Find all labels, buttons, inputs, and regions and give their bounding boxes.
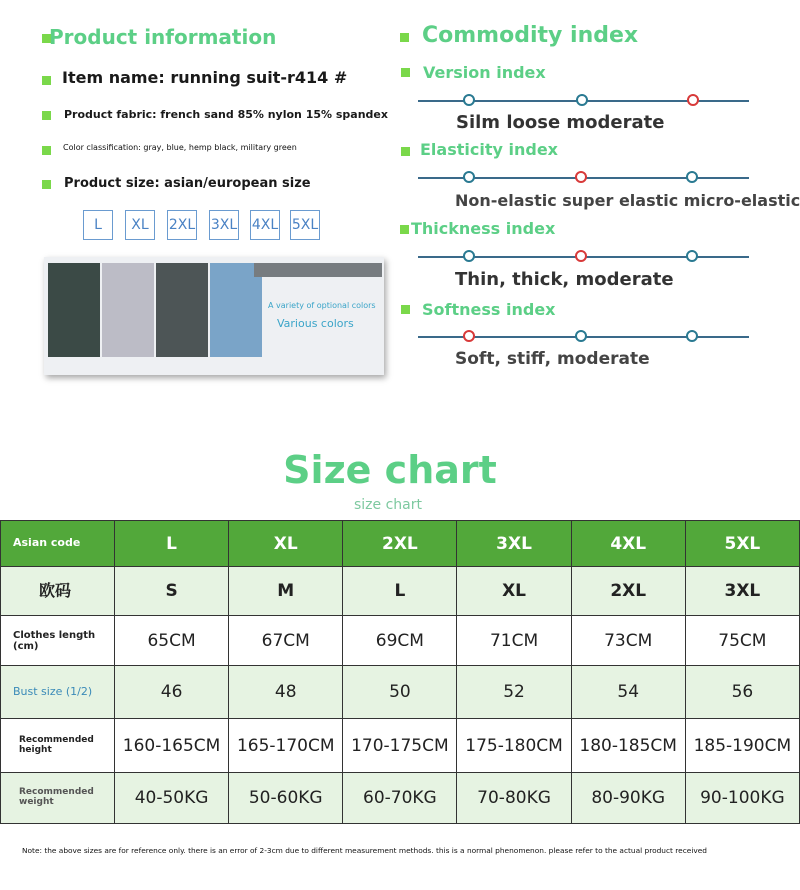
swatch-hemp-black xyxy=(48,263,100,357)
table-cell: 80-90KG xyxy=(571,773,685,824)
bullet-icon xyxy=(401,68,410,77)
version-options: Silm loose moderate xyxy=(456,112,665,133)
table-header-row xyxy=(1,521,800,567)
thickness-index-title: Thickness index xyxy=(411,219,556,238)
swatch-gray xyxy=(102,263,154,357)
table-cell: 73CM xyxy=(571,616,685,666)
table-cell: 3XL xyxy=(685,567,799,616)
size-option-5xl: 5XL xyxy=(290,210,320,240)
item-name: Item name: running suit-r414 # xyxy=(62,68,348,87)
softness-dot-3 xyxy=(686,330,698,342)
version-dot-2 xyxy=(576,94,588,106)
product-fabric: Product fabric: french sand 85% nylon 15% spandex xyxy=(64,108,388,121)
table-cell: 71CM xyxy=(457,616,571,666)
version-dot-1 xyxy=(463,94,475,106)
table-row-height xyxy=(1,719,800,773)
table-cell: 48 xyxy=(229,666,343,719)
clothes-length-label: Clothes length (cm) xyxy=(1,616,115,666)
card-stripe xyxy=(254,263,382,277)
softness-dot-2 xyxy=(575,330,587,342)
softness-options: Soft, stiff, moderate xyxy=(455,349,650,369)
elasticity-dot-3 xyxy=(686,171,698,183)
size-option-l: L xyxy=(83,210,113,240)
header-cell: 4XL xyxy=(571,521,685,567)
color-classification: Color classification: gray, blue, hemp black, military green xyxy=(63,143,297,152)
header-cell: 5XL xyxy=(685,521,799,567)
table-cell: 165-170CM xyxy=(229,719,343,773)
bullet-icon xyxy=(401,305,410,314)
size-option-4xl: 4XL xyxy=(250,210,280,240)
version-dot-3-selected xyxy=(687,94,699,106)
size-chart-subtitle: size chart xyxy=(354,497,422,513)
swatch-dark-gray xyxy=(156,263,208,357)
table-cell: L xyxy=(343,567,457,616)
header-cell: XL xyxy=(229,521,343,567)
asian-code-label: Asian code xyxy=(1,521,115,567)
table-cell: 160-165CM xyxy=(115,719,229,773)
elasticity-dot-1 xyxy=(463,171,475,183)
header-cell: 3XL xyxy=(457,521,571,567)
thickness-dot-2-selected xyxy=(575,250,587,262)
table-row-euro xyxy=(1,567,800,616)
card-label-small: A variety of optional colors xyxy=(268,301,376,310)
bullet-icon xyxy=(42,146,51,155)
table-cell: 90-100KG xyxy=(685,773,799,824)
table-cell: 2XL xyxy=(571,567,685,616)
table-cell: 50-60KG xyxy=(229,773,343,824)
table-cell: 50 xyxy=(343,666,457,719)
elasticity-dot-2-selected xyxy=(575,171,587,183)
bullet-icon xyxy=(400,33,409,42)
table-cell: 60-70KG xyxy=(343,773,457,824)
product-size-label: Product size: asian/european size xyxy=(64,176,311,191)
table-row-length xyxy=(1,616,800,666)
table-cell: 180-185CM xyxy=(571,719,685,773)
elasticity-options: Non-elastic super elastic micro-elastic xyxy=(455,191,800,210)
euro-code-label: 欧码 xyxy=(1,567,115,616)
table-cell: 46 xyxy=(115,666,229,719)
header-cell: 2XL xyxy=(343,521,457,567)
bullet-icon xyxy=(401,147,410,156)
softness-index-title: Softness index xyxy=(422,300,556,319)
product-info-heading: Product information xyxy=(49,25,277,49)
elasticity-index-title: Elasticity index xyxy=(420,140,558,159)
table-cell: 65CM xyxy=(115,616,229,666)
size-option-3xl: 3XL xyxy=(209,210,239,240)
version-index-title: Version index xyxy=(423,63,546,82)
table-cell: 54 xyxy=(571,666,685,719)
table-cell: S xyxy=(115,567,229,616)
measurement-note: Note: the above sizes are for reference only. there is an error of 2-3cm due to different measurement methods. this is a normal phenomenon. please refer to the actual product received xyxy=(22,846,708,855)
softness-dot-1-selected xyxy=(463,330,475,342)
thickness-options: Thin, thick, moderate xyxy=(455,269,674,290)
table-row-weight xyxy=(1,773,800,824)
table-cell: 75CM xyxy=(685,616,799,666)
table-cell: 40-50KG xyxy=(115,773,229,824)
table-cell: 70-80KG xyxy=(457,773,571,824)
table-cell: 67CM xyxy=(229,616,343,666)
recommended-height-label: Recommended height xyxy=(1,719,115,773)
size-option-xl: XL xyxy=(125,210,155,240)
card-label-main: Various colors xyxy=(277,317,354,330)
size-option-2xl: 2XL xyxy=(167,210,197,240)
commodity-index-heading: Commodity index xyxy=(422,23,639,48)
thickness-dot-3 xyxy=(686,250,698,262)
bust-size-label: Bust size (1/2) xyxy=(1,666,115,719)
recommended-weight-label: Recommended weight xyxy=(1,773,115,824)
bullet-icon xyxy=(42,180,51,189)
size-chart-table xyxy=(0,520,800,824)
thickness-dot-1 xyxy=(463,250,475,262)
table-cell: 185-190CM xyxy=(685,719,799,773)
table-cell: XL xyxy=(457,567,571,616)
table-cell: M xyxy=(229,567,343,616)
header-cell: L xyxy=(115,521,229,567)
table-cell: 170-175CM xyxy=(343,719,457,773)
color-swatch-card xyxy=(44,257,384,375)
table-row-bust xyxy=(1,666,800,719)
table-cell: 175-180CM xyxy=(457,719,571,773)
table-cell: 52 xyxy=(457,666,571,719)
bullet-icon xyxy=(400,225,409,234)
swatch-blue xyxy=(210,263,262,357)
bullet-icon xyxy=(42,76,51,85)
bullet-icon xyxy=(42,111,51,120)
table-cell: 69CM xyxy=(343,616,457,666)
table-cell: 56 xyxy=(685,666,799,719)
size-chart-title: Size chart xyxy=(283,448,497,492)
